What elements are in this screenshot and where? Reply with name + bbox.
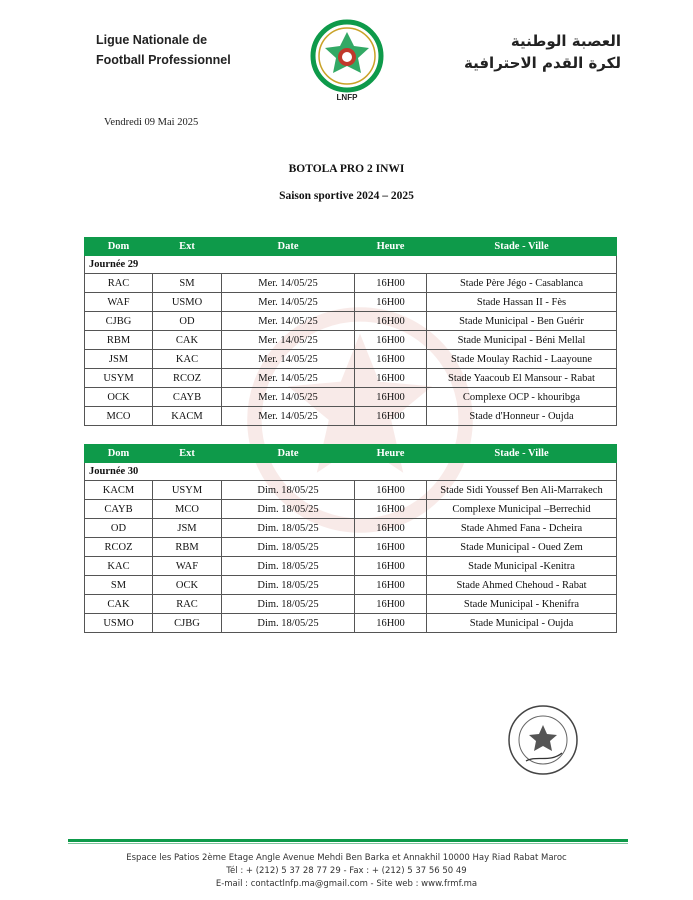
footer-phone: Tél : + (212) 5 37 28 77 29 - Fax : + (212) 5 37 56 50 49 bbox=[226, 866, 467, 876]
match-date: Mer. 14/05/25 bbox=[222, 350, 355, 369]
footer-rule bbox=[68, 839, 628, 842]
match-date: Dim. 18/05/25 bbox=[222, 519, 355, 538]
round-label: Journée 29 bbox=[85, 256, 617, 274]
match-row bbox=[85, 557, 617, 576]
match-ext: CJBG bbox=[153, 614, 222, 633]
match-ext: KAC bbox=[153, 350, 222, 369]
match-stade: Stade Père Jégo - Casablanca bbox=[427, 274, 617, 293]
match-dom: KAC bbox=[85, 557, 153, 576]
match-dom: CJBG bbox=[85, 312, 153, 331]
match-dom: USMO bbox=[85, 614, 153, 633]
col-header-date: Date bbox=[222, 445, 355, 463]
footer-address: Espace les Patios 2ème Etage Angle Avenue Mehdi Ben Barka et Annakhil 10000 Hay Riad Rabat Maroc bbox=[126, 853, 567, 863]
schedule-table-round-1 bbox=[84, 237, 617, 426]
match-heure: 16H00 bbox=[355, 369, 427, 388]
match-heure: 16H00 bbox=[355, 350, 427, 369]
match-dom: OD bbox=[85, 519, 153, 538]
match-row bbox=[85, 388, 617, 407]
match-row bbox=[85, 331, 617, 350]
match-date: Mer. 14/05/25 bbox=[222, 331, 355, 350]
match-ext: RBM bbox=[153, 538, 222, 557]
table-header-row bbox=[85, 445, 617, 463]
match-heure: 16H00 bbox=[355, 595, 427, 614]
table-header-row bbox=[85, 238, 617, 256]
match-stade: Stade Ahmed Fana - Dcheira bbox=[427, 519, 617, 538]
match-row bbox=[85, 614, 617, 633]
round-label-row bbox=[85, 463, 617, 481]
match-date: Mer. 14/05/25 bbox=[222, 274, 355, 293]
match-date: Dim. 18/05/25 bbox=[222, 614, 355, 633]
match-heure: 16H00 bbox=[355, 293, 427, 312]
col-header-ext: Ext bbox=[153, 238, 222, 256]
match-dom: JSM bbox=[85, 350, 153, 369]
document-date: Vendredi 09 Mai 2025 bbox=[104, 117, 199, 128]
match-ext: CAYB bbox=[153, 388, 222, 407]
match-row bbox=[85, 274, 617, 293]
footer-rule-thin bbox=[68, 843, 628, 844]
match-heure: 16H00 bbox=[355, 576, 427, 595]
league-name-arabic bbox=[464, 30, 621, 74]
footer-email: E-mail : contactlnfp.ma@gmail.com - Site web : www.frmf.ma bbox=[215, 879, 478, 889]
match-ext: USMO bbox=[153, 293, 222, 312]
match-heure: 16H00 bbox=[355, 407, 427, 426]
match-stade: Complexe Municipal –Berrechid bbox=[427, 500, 617, 519]
match-date: Mer. 14/05/25 bbox=[222, 388, 355, 407]
match-ext: RAC bbox=[153, 595, 222, 614]
official-seal-icon bbox=[506, 703, 580, 777]
col-header-dom: Dom bbox=[85, 238, 153, 256]
league-name-french bbox=[96, 30, 231, 70]
match-stade: Complexe OCP - khouribga bbox=[427, 388, 617, 407]
match-row bbox=[85, 538, 617, 557]
match-stade: Stade Municipal - Béni Mellal bbox=[427, 331, 617, 350]
round-rows bbox=[85, 256, 617, 426]
match-ext: WAF bbox=[153, 557, 222, 576]
match-stade: Stade Municipal - Oujda bbox=[427, 614, 617, 633]
match-stade: Stade Municipal - Ben Guérir bbox=[427, 312, 617, 331]
match-ext: MCO bbox=[153, 500, 222, 519]
match-stade: Stade Municipal -Kenitra bbox=[427, 557, 617, 576]
col-header-heure: Heure bbox=[355, 238, 427, 256]
match-stade: Stade Moulay Rachid - Laayoune bbox=[427, 350, 617, 369]
match-stade: Stade d'Honneur - Oujda bbox=[427, 407, 617, 426]
match-row bbox=[85, 519, 617, 538]
match-ext: SM bbox=[153, 274, 222, 293]
match-dom: OCK bbox=[85, 388, 153, 407]
match-dom: CAYB bbox=[85, 500, 153, 519]
match-ext: OD bbox=[153, 312, 222, 331]
match-row bbox=[85, 407, 617, 426]
col-header-stade: Stade - Ville bbox=[427, 238, 617, 256]
match-date: Dim. 18/05/25 bbox=[222, 538, 355, 557]
match-row bbox=[85, 481, 617, 500]
match-dom: MCO bbox=[85, 407, 153, 426]
match-dom: KACM bbox=[85, 481, 153, 500]
match-ext: JSM bbox=[153, 519, 222, 538]
match-dom: CAK bbox=[85, 595, 153, 614]
league-name-ar-line1: العصبة الوطنية bbox=[510, 32, 621, 50]
league-name-fr-line2: Football Professionnel bbox=[96, 53, 231, 67]
match-date: Dim. 18/05/25 bbox=[222, 500, 355, 519]
col-header-date: Date bbox=[222, 238, 355, 256]
match-ext: USYM bbox=[153, 481, 222, 500]
match-stade: Stade Municipal - Oued Zem bbox=[427, 538, 617, 557]
match-dom: RAC bbox=[85, 274, 153, 293]
match-heure: 16H00 bbox=[355, 538, 427, 557]
match-date: Dim. 18/05/25 bbox=[222, 481, 355, 500]
match-dom: SM bbox=[85, 576, 153, 595]
match-stade: Stade Yaacoub El Mansour - Rabat bbox=[427, 369, 617, 388]
col-header-ext: Ext bbox=[153, 445, 222, 463]
match-stade: Stade Sidi Youssef Ben Ali-Marrakech bbox=[427, 481, 617, 500]
match-date: Mer. 14/05/25 bbox=[222, 369, 355, 388]
match-dom: WAF bbox=[85, 293, 153, 312]
league-name-fr-line1: Ligue Nationale de bbox=[96, 33, 208, 47]
match-stade: Stade Municipal - Khenifra bbox=[427, 595, 617, 614]
round-rows bbox=[85, 463, 617, 633]
match-row bbox=[85, 576, 617, 595]
document-subtitle: Saison sportive 2024 – 2025 bbox=[279, 190, 414, 202]
match-heure: 16H00 bbox=[355, 274, 427, 293]
logo-caption: LNFP bbox=[336, 93, 358, 102]
match-row bbox=[85, 350, 617, 369]
match-ext: KACM bbox=[153, 407, 222, 426]
schedule-table-round-2 bbox=[84, 444, 617, 633]
match-heure: 16H00 bbox=[355, 557, 427, 576]
match-date: Dim. 18/05/25 bbox=[222, 595, 355, 614]
match-heure: 16H00 bbox=[355, 388, 427, 407]
match-row bbox=[85, 595, 617, 614]
match-heure: 16H00 bbox=[355, 500, 427, 519]
round-label: Journée 30 bbox=[85, 463, 617, 481]
match-row bbox=[85, 500, 617, 519]
match-heure: 16H00 bbox=[355, 312, 427, 331]
match-dom: USYM bbox=[85, 369, 153, 388]
match-ext: CAK bbox=[153, 331, 222, 350]
match-dom: RCOZ bbox=[85, 538, 153, 557]
match-heure: 16H00 bbox=[355, 614, 427, 633]
match-date: Mer. 14/05/25 bbox=[222, 293, 355, 312]
match-stade: Stade Ahmed Chehoud - Rabat bbox=[427, 576, 617, 595]
document-title: BOTOLA PRO 2 INWI bbox=[288, 163, 405, 175]
match-stade: Stade Hassan II - Fès bbox=[427, 293, 617, 312]
match-date: Dim. 18/05/25 bbox=[222, 557, 355, 576]
league-name-ar-line2: لكرة القدم الاحترافية bbox=[464, 54, 621, 72]
match-row bbox=[85, 293, 617, 312]
round-label-row bbox=[85, 256, 617, 274]
match-ext: OCK bbox=[153, 576, 222, 595]
match-heure: 16H00 bbox=[355, 519, 427, 538]
match-date: Dim. 18/05/25 bbox=[222, 576, 355, 595]
col-header-stade: Stade - Ville bbox=[427, 445, 617, 463]
match-row bbox=[85, 369, 617, 388]
match-heure: 16H00 bbox=[355, 331, 427, 350]
col-header-heure: Heure bbox=[355, 445, 427, 463]
match-ext: RCOZ bbox=[153, 369, 222, 388]
col-header-dom: Dom bbox=[85, 445, 153, 463]
match-heure: 16H00 bbox=[355, 481, 427, 500]
match-date: Mer. 14/05/25 bbox=[222, 312, 355, 331]
match-dom: RBM bbox=[85, 331, 153, 350]
match-row bbox=[85, 312, 617, 331]
match-date: Mer. 14/05/25 bbox=[222, 407, 355, 426]
